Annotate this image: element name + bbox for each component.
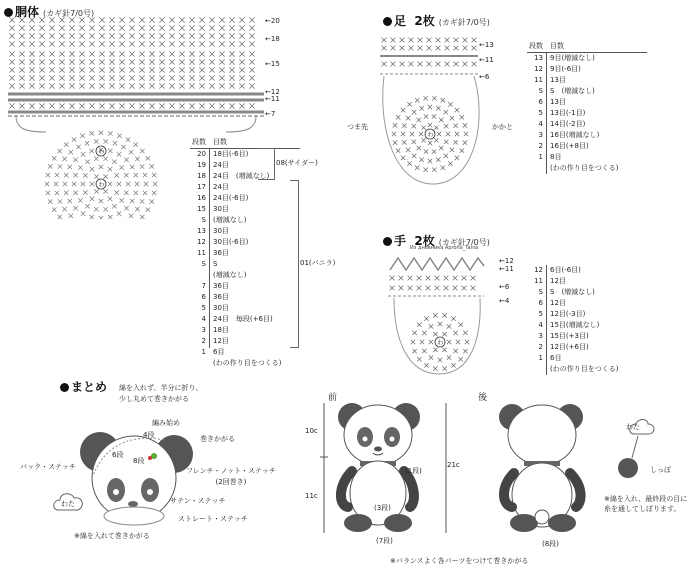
round-cell: 3 bbox=[538, 131, 543, 139]
tail-cotton-label: わた bbox=[626, 423, 640, 431]
front-row1-label: (1段) bbox=[405, 467, 422, 475]
note-back-stitch: バック・ステッチ bbox=[20, 463, 76, 471]
note-stuff-wrap: ※綿を入れて巻きかがる bbox=[74, 532, 150, 540]
round-cell: 3 bbox=[538, 332, 543, 340]
count-cell: 36目 bbox=[213, 282, 229, 290]
count-cell: 18目 bbox=[213, 326, 229, 334]
count-cell: 36目 bbox=[213, 293, 229, 301]
table-row bbox=[527, 130, 647, 141]
count-cell: (わの作り目をつくる) bbox=[213, 359, 282, 367]
bullet-icon bbox=[383, 17, 392, 26]
round-cell: 2 bbox=[201, 337, 206, 345]
count-cell: 13目(-1目) bbox=[550, 109, 586, 117]
watermark: Из дневника Aprona_Tania bbox=[410, 245, 479, 251]
svg-text:わ: わ bbox=[437, 339, 444, 347]
count-cell: 24目 (増減なし) bbox=[213, 172, 270, 180]
count-cell: 12目 bbox=[213, 337, 229, 345]
count-cell: 6目 bbox=[550, 354, 562, 362]
count-cell: 24目 bbox=[213, 161, 229, 169]
dim-11c: 11c bbox=[305, 492, 318, 500]
count-cell: (わの作り目をつくる) bbox=[550, 365, 619, 373]
round-cell: 5 bbox=[538, 310, 543, 318]
table-row bbox=[527, 152, 647, 163]
round-cell: 1 bbox=[538, 354, 543, 362]
tail-note: ※綿を入れ、最終段の目に 糸を通してしぼります。 bbox=[604, 495, 688, 513]
count-cell: 24目 毎段(+6目) bbox=[213, 315, 273, 323]
count-cell: 6目 bbox=[213, 348, 225, 356]
hand-marker-4: ←4 bbox=[499, 297, 510, 305]
count-cell: 16目(増減なし) bbox=[550, 131, 600, 139]
body-marker-12: ←12 bbox=[265, 88, 280, 96]
svg-text:わ: わ bbox=[427, 131, 434, 139]
dim-10c: 10c bbox=[305, 427, 318, 435]
table-header: 段数 目数 bbox=[527, 41, 647, 53]
table-row bbox=[190, 314, 300, 325]
foot-marker-6: ←6 bbox=[479, 73, 490, 81]
note-satin: サテン・ステッチ bbox=[170, 497, 226, 505]
round-cell: 16 bbox=[197, 194, 206, 202]
body-marker-20: ←20 bbox=[265, 17, 280, 25]
round-cell: 17 bbox=[197, 183, 206, 191]
count-cell: 9目(増減なし) bbox=[550, 54, 595, 62]
note-straight: ストレート・ステッチ bbox=[178, 515, 248, 523]
body-round-table bbox=[190, 137, 300, 369]
count-cell: 14目(-2目) bbox=[550, 120, 586, 128]
note-row8: 8段 bbox=[133, 457, 145, 465]
table-row bbox=[190, 193, 300, 204]
panda-back-view bbox=[488, 395, 598, 540]
count-cell: 36目 bbox=[213, 249, 229, 257]
round-cell bbox=[190, 358, 210, 369]
table-row bbox=[190, 182, 300, 193]
count-cell: 12目 bbox=[550, 277, 566, 285]
round-cell: 1 bbox=[538, 153, 543, 161]
round-cell bbox=[527, 163, 547, 174]
table-row bbox=[527, 141, 647, 152]
count-cell: 24目(-6目) bbox=[213, 194, 249, 202]
round-cell bbox=[527, 364, 547, 375]
table-header: 段数 目数 bbox=[190, 137, 300, 149]
round-cell: 5 bbox=[201, 304, 206, 312]
round-cell: 12 bbox=[197, 238, 206, 246]
count-cell: 15目(+3目) bbox=[550, 332, 589, 340]
toe-label: つま先 bbox=[347, 123, 368, 131]
count-cell: 24目 bbox=[213, 183, 229, 191]
count-cell: 12目(-3目) bbox=[550, 310, 586, 318]
table-row bbox=[527, 75, 647, 86]
balance-note: ※バランスよく各パーツをつけて巻きかがる bbox=[390, 557, 529, 565]
hand-section-title: 手 2枚 (カギ針7/0号) bbox=[383, 232, 490, 249]
round-cell: S bbox=[201, 260, 206, 268]
dim-21c: 21c bbox=[447, 461, 460, 469]
foot-marker-11: ←11 bbox=[479, 56, 494, 64]
hand-crochet-chart bbox=[384, 252, 489, 382]
table-row bbox=[190, 248, 300, 259]
round-cell: 1 bbox=[201, 348, 206, 356]
count-cell: 30目 bbox=[213, 205, 229, 213]
foot-section-title: 足 2枚 (カギ針7/0号) bbox=[383, 12, 490, 29]
round-cell: 11 bbox=[197, 249, 206, 257]
round-cell: 19 bbox=[197, 161, 206, 169]
cotton-label: わた bbox=[61, 500, 75, 508]
round-cell: 15 bbox=[197, 205, 206, 213]
table-row bbox=[527, 64, 647, 75]
panda-head-diagram bbox=[70, 420, 195, 530]
table-row bbox=[527, 163, 647, 174]
count-cell: 16目(+8目) bbox=[550, 142, 589, 150]
count-cell: 12目(+6目) bbox=[550, 343, 589, 351]
table-row bbox=[190, 215, 300, 226]
svg-text:わ: わ bbox=[98, 148, 105, 156]
table-row bbox=[190, 292, 300, 303]
hand-marker-11: ←11 bbox=[499, 265, 514, 273]
note-knit-start: 編み始め bbox=[152, 419, 180, 427]
foot-marker-13: ←13 bbox=[479, 41, 494, 49]
body-marker-15: ←15 bbox=[265, 60, 280, 68]
table-row bbox=[190, 226, 300, 237]
table-row bbox=[190, 336, 300, 347]
round-cell: 12 bbox=[534, 266, 543, 274]
assembly-section-title: まとめ bbox=[60, 378, 107, 395]
foot-crochet-chart bbox=[378, 34, 488, 189]
count-cell: 30目 bbox=[213, 227, 229, 235]
tail-diagram bbox=[612, 418, 682, 488]
count-cell: 6目(-6目) bbox=[550, 266, 581, 274]
body-marker-7: ←7 bbox=[265, 110, 276, 118]
back-row8-label: (8段) bbox=[542, 540, 559, 548]
round-cell: 13 bbox=[197, 227, 206, 235]
note-french-knot: フレンチ・ノット・ステッチ (2回巻き) bbox=[186, 467, 276, 486]
table-row bbox=[190, 171, 300, 182]
table-row bbox=[190, 347, 300, 358]
round-cell: S bbox=[538, 87, 543, 95]
round-cell: 12 bbox=[534, 65, 543, 73]
count-cell: 13目 bbox=[550, 76, 566, 84]
round-cell: 6 bbox=[538, 98, 543, 106]
count-cell: S (増減なし) bbox=[550, 288, 595, 296]
note-row6: 6段 bbox=[112, 451, 124, 459]
bullet-icon bbox=[60, 383, 69, 392]
note-wrap: 巻きかがる bbox=[200, 435, 235, 443]
table-row bbox=[527, 108, 647, 119]
heel-label: かかと bbox=[492, 123, 513, 131]
round-cell: 11 bbox=[534, 277, 543, 285]
note-no-stuffing: 綿を入れず、半分に折り、 少し丸めて巻きかがる bbox=[119, 384, 203, 403]
count-cell: 15目(増減なし) bbox=[550, 321, 600, 329]
count-cell: 30目(-6目) bbox=[213, 238, 249, 246]
round-cell: 4 bbox=[538, 321, 543, 329]
table-row bbox=[527, 97, 647, 108]
round-cell: 4 bbox=[201, 315, 206, 323]
round-cell: 18 bbox=[197, 172, 206, 180]
back-view-label: 後 bbox=[478, 393, 488, 403]
round-cell: 4 bbox=[538, 120, 543, 128]
table-row bbox=[527, 53, 647, 64]
count-cell: 13目 bbox=[550, 98, 566, 106]
round-cell: 11 bbox=[534, 76, 543, 84]
round-cell: 13 bbox=[534, 54, 543, 62]
round-cell bbox=[190, 270, 210, 281]
round-cell: S bbox=[201, 216, 206, 224]
count-cell: (増減なし) bbox=[213, 216, 247, 224]
table-row bbox=[527, 119, 647, 130]
body-marker-18: ←18 bbox=[265, 35, 280, 43]
count-cell: (増減なし) bbox=[213, 271, 247, 279]
table-row bbox=[190, 259, 300, 270]
bullet-icon bbox=[383, 237, 392, 246]
round-cell: 2 bbox=[538, 343, 543, 351]
body-section-title: 胴体 (カギ針7/0号) bbox=[4, 3, 94, 20]
count-cell: 12目 bbox=[550, 299, 566, 307]
table-row bbox=[190, 281, 300, 292]
front-row7-label: (7段) bbox=[376, 537, 393, 545]
count-cell: 30目 bbox=[213, 304, 229, 312]
tail-label: しっぽ bbox=[650, 466, 671, 474]
body-marker-11: ←11 bbox=[265, 95, 280, 103]
table-row bbox=[190, 270, 300, 281]
round-cell: S bbox=[538, 288, 543, 296]
round-cell: 3 bbox=[201, 326, 206, 334]
round-cell: 6 bbox=[201, 293, 206, 301]
note-row4: 4段 bbox=[143, 431, 155, 439]
hand-marker-12: ←12 bbox=[499, 257, 514, 265]
count-cell: 8目 bbox=[550, 153, 562, 161]
front-row3-label: (3段) bbox=[374, 504, 391, 512]
count-cell: S bbox=[213, 260, 218, 268]
round-cell: 2 bbox=[538, 142, 543, 150]
round-cell: 20 bbox=[197, 150, 206, 158]
hand-marker-6: ←6 bbox=[499, 283, 510, 291]
table-row bbox=[190, 358, 300, 369]
svg-text:わ: わ bbox=[98, 181, 105, 189]
front-view-label: 前 bbox=[328, 393, 338, 403]
color-label-vanilla: 01(バニラ) bbox=[300, 259, 336, 267]
table-row bbox=[190, 303, 300, 314]
table-row bbox=[190, 237, 300, 248]
count-cell: 18目(-6目) bbox=[213, 150, 249, 158]
count-cell: (わの作り目をつくる) bbox=[550, 164, 619, 172]
round-cell: 7 bbox=[201, 282, 206, 290]
table-row bbox=[190, 204, 300, 215]
color-label-cider: 08(サイダー) bbox=[276, 159, 318, 167]
round-cell: 5 bbox=[538, 109, 543, 117]
round-cell: 6 bbox=[538, 299, 543, 307]
foot-round-table bbox=[527, 41, 647, 174]
count-cell: S (増減なし) bbox=[550, 87, 595, 95]
table-row bbox=[190, 325, 300, 336]
table-row bbox=[527, 86, 647, 97]
count-cell: 9目(-6目) bbox=[550, 65, 581, 73]
